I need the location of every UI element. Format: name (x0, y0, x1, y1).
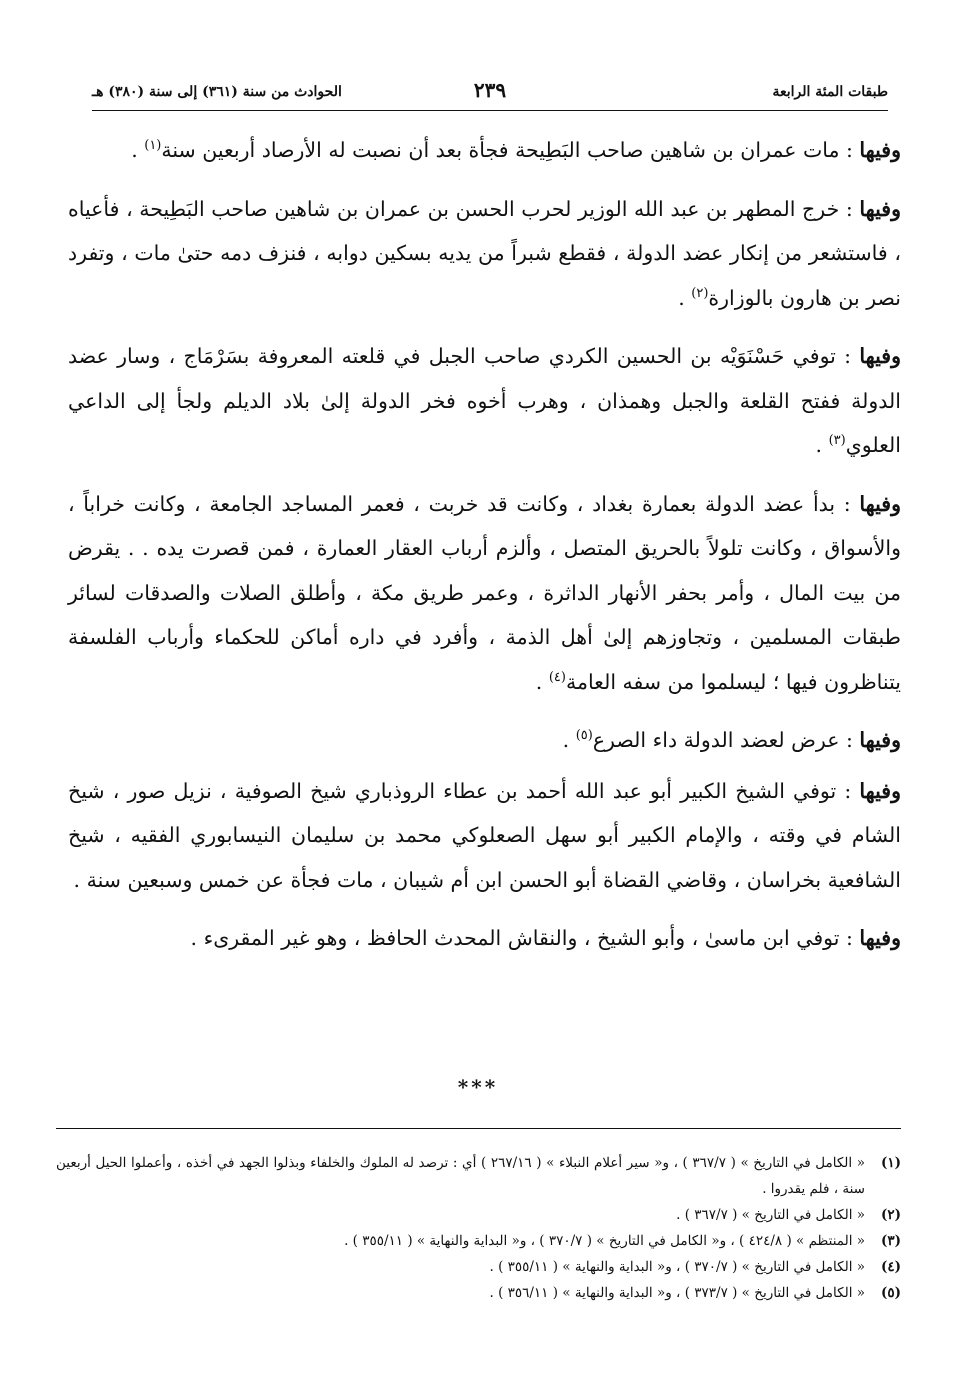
footnote-ref: (٣) (828, 433, 846, 449)
paragraph-lead: وفيها (859, 778, 901, 803)
footnote-ref: (٤) (548, 669, 566, 685)
footnote-ref: (٢) (691, 285, 709, 301)
footnote-number: (٥) (880, 1285, 901, 1301)
paragraph-lead: وفيها (859, 926, 901, 950)
footnote-text: « المنتظم » ( ٤٢٤/٨ ) ، و« الكامل في التاريخ » ( ٣٧٠/٧ ) ، و« البداية والنهاية » ( ٣٥٥/١١ ) . (344, 1233, 865, 1249)
paragraph-lead: وفيها (859, 138, 901, 162)
paragraph (68, 916, 901, 961)
paragraph-text: : توفي الشيخ الكبير أبو عبد الله أحمد بن عطاء الروذباري شيخ الصوفية ، نزيل صور ، شيخ الشام في وقته ، والإمام الكبير أبو سهل الصعلوكي محمد بن سليمان النيسابوري الفقيه ، شيخ الشافعية بخراسان ، وقاضي القضاة أبو الحسن ابن أم شيبان ، مات فجأة عن خمس وسبعين سنة . (68, 778, 901, 892)
paragraph-tail: . (678, 285, 692, 310)
main-text (68, 128, 901, 975)
footnote (56, 1202, 901, 1228)
footnote-ref: (٥) (575, 728, 593, 744)
footnote (56, 1150, 901, 1202)
paragraph (68, 718, 901, 763)
footnote (56, 1254, 901, 1280)
paragraph-tail: . (535, 669, 549, 694)
paragraph-text: : مات عمران بن شاهين صاحب البَطِيحة فجأة بعد أن نصبت له الأرصاد أربعين سنة (161, 138, 860, 162)
footnote (56, 1280, 901, 1306)
paragraph-lead: وفيها (859, 344, 901, 368)
paragraph-lead: وفيها (859, 491, 901, 516)
section-separator: *** (457, 1075, 499, 1099)
paragraph (68, 769, 901, 903)
footnote-number: (١) (880, 1155, 901, 1171)
footnote-number: (٣) (880, 1233, 901, 1249)
footnote-text: « الكامل في التاريخ » ( ٣٦٧/٧ ) . (676, 1207, 865, 1223)
paragraph-tail: . (562, 728, 576, 752)
footnote-text: « الكامل في التاريخ » ( ٣٦٧/٧ ) ، و« سير أعلام النبلاء » ( ٢٦٧/١٦ ) أي : ترصد له الملوك والخلفاء وبذلوا الجهد في أخذه ، وأعملوا الحيل أربعين سنة ، فلم يقدروا . (56, 1155, 865, 1197)
footnote-number: (٢) (880, 1207, 901, 1223)
page-number: ٢٣٩ (473, 78, 507, 102)
paragraph-tail: . (131, 138, 145, 162)
footnotes (56, 1150, 901, 1306)
footnote-number: (٤) (880, 1259, 901, 1275)
paragraph (68, 187, 901, 321)
paragraph-tail: . (815, 433, 829, 457)
footnote-text: « الكامل في التاريخ » ( ٣٧٣/٧ ) ، و« البداية والنهاية » ( ٣٥٦/١١ ) . (489, 1285, 865, 1301)
footnote (56, 1228, 901, 1254)
running-header (92, 70, 888, 111)
footnote-divider (56, 1128, 901, 1129)
footnote-ref: (١) (144, 138, 162, 154)
paragraph-text: : خرج المطهر بن عبد الله الوزير لحرب الحسن بن عمران بن شاهين صاحب البَطِيحة ، فأعياه ، فاستشعر من إنكار عضد الدولة ، فقطع شبراً من يديه بسكين دوابه ، فنزف دمه حتىٰ مات ، وتفرد نصر بن هارون بالوزارة (68, 196, 901, 310)
paragraph-lead: وفيها (859, 728, 901, 752)
paragraph-text: : توفي حَسْنَوَيْه بن الحسين الكردي صاحب الجبل في قلعته المعروفة بسَرْمَاج ، وسار عضد الدولة ففتح القلعة والجبل وهمذان ، وهرب أخوه فخر الدولة إلىٰ بلاد الديلم ولجأ إلى الداعي العلوي (68, 344, 901, 457)
book-section-title: طبقات المئة الرابعة (772, 84, 888, 100)
paragraph-lead: وفيها (859, 196, 901, 221)
chapter-title: الحوادث من سنة (٣٦١) إلى سنة (٣٨٠) هـ (92, 84, 342, 100)
paragraph (68, 128, 901, 173)
paragraph-text: : بدأ عضد الدولة بعمارة بغداد ، وكانت قد خربت ، فعمر المساجد الجامعة ، وكانت خراباً ، والأسواق ، وكانت تلولاً بالحريق المتصل ، وألزم أرباب العقار العمارة ، فمن قصرت يده . . يقرض من بيت المال ، وأمر بحفر الأنهار الداثرة ، وعمر طريق مكة ، وأطلق الصلات والصدقات لسائر طبقات المسلمين ، وتجاوزهم إلىٰ أهل الذمة ، وأفرد في داره أماكن للحكماء وأرباب الفلسفة يتناظرون فيها ؛ ليسلموا من سفه العامة (68, 491, 901, 694)
paragraph (68, 334, 901, 468)
paragraph-text: : توفي ابن ماسىٰ ، وأبو الشيخ ، والنقاش المحدث الحافظ ، وهو غير المقرىء . (190, 926, 860, 950)
footnote-text: « الكامل في التاريخ » ( ٣٧٠/٧ ) ، و« البداية والنهاية » ( ٣٥٥/١١ ) . (489, 1259, 865, 1275)
paragraph (68, 482, 901, 705)
paragraph-text: : عرض لعضد الدولة داء الصرع (592, 728, 860, 752)
